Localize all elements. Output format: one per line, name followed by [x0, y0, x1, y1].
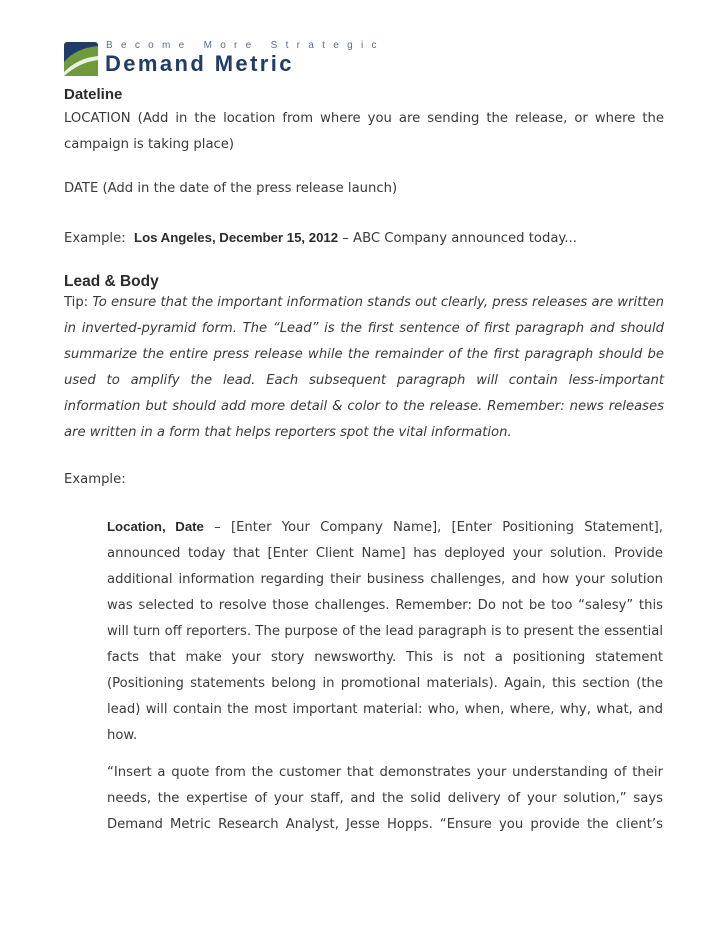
logo-brand-name: Demand Metric	[105, 51, 294, 76]
demand-metric-logo	[64, 38, 385, 78]
dateline-date	[64, 176, 664, 202]
dateline-example	[64, 225, 664, 252]
location-text: LOCATION (Add in the location from where you are sending the release, or where the campaign is taking place)	[64, 111, 664, 152]
tip-label: Tip:	[64, 295, 89, 310]
lead-body-example-label	[64, 467, 664, 493]
tip-text: To ensure that the important information stands out clearly, press releases are written in inverted-pyramid form. The “Lead” is the first sentence of first paragraph and should summarize the entire press release while the remainder of the first paragraph should be used to amplify the lead. Each subsequent paragraph will contain less-important information but should add more detail & color to the release. Remember: news releases are written in a form that helps reporters spot the vital information.	[64, 295, 664, 440]
example-paragraph-quote	[107, 760, 663, 838]
lead-body-tip	[64, 290, 664, 446]
example-paragraph-lead	[107, 514, 663, 749]
dateline-location	[64, 106, 664, 158]
dateline-heading: Dateline	[64, 86, 123, 103]
date-text: DATE (Add in the date of the press release launch)	[64, 181, 398, 196]
example-location-date: Los Angeles, December 15, 2012	[134, 230, 339, 245]
logo-mark-icon	[64, 42, 98, 76]
lead-location-date: Location, Date	[107, 519, 204, 534]
quote-paragraph-text: “Insert a quote from the customer that demonstrates your understanding of their needs, the expertise of your staff, and the solid delivery of your solution,” says Demand Metric Research Analyst, Jesse Hopps. “Ensure you provide the client’s	[107, 765, 663, 832]
example-label-2: Example:	[64, 472, 126, 487]
example-label: Example:	[64, 231, 126, 246]
example-rest: – ABC Company announced today...	[338, 231, 577, 246]
logo-tagline: Become More Strategic	[106, 40, 385, 51]
lead-paragraph-text: – [Enter Your Company Name], [Enter Positioning Statement], announced today that [Enter Client Name] has deployed your solution. Provide additional information regarding their business challenges, and how your solution was selected to resolve those challenges. Remember: Do not be too “salesy” this will turn off reporters. The purpose of the lead paragraph is to present the essential facts that make your story newsworthy. This is not a positioning statement (Positioning statements belong in promotional materials). Again, this section (the lead) will contain the most important material: who, when, where, why, what, and how.	[107, 520, 663, 743]
lead-body-heading: Lead & Body	[64, 273, 159, 290]
